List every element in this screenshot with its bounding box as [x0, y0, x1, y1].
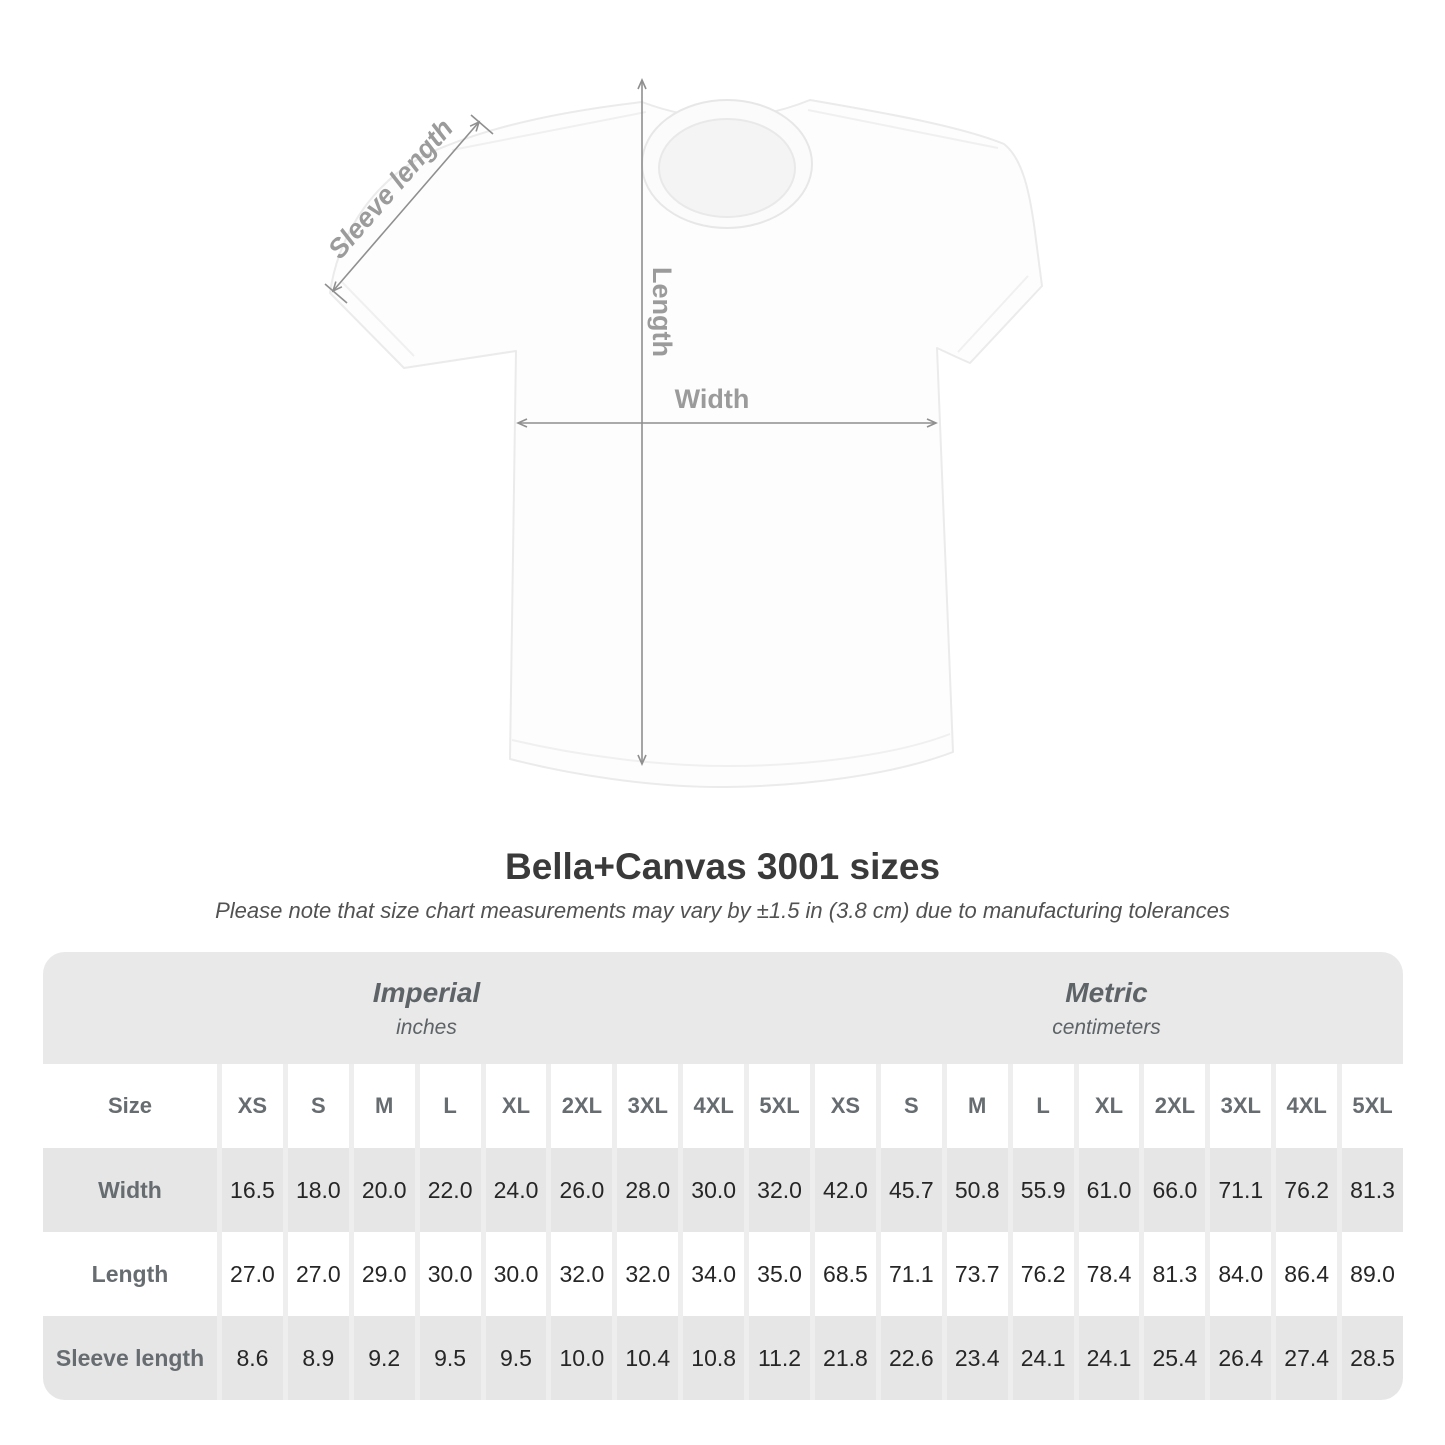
table-cell: 45.7 [876, 1148, 942, 1232]
table-cell: 24.1 [1008, 1316, 1074, 1400]
table-cell: 24.1 [1074, 1316, 1140, 1400]
size-header-metric-2xl: 2XL [1139, 1064, 1205, 1148]
table-cell: 26.0 [546, 1148, 612, 1232]
tshirt-measurement-diagram [280, 60, 1060, 800]
table-cell: 61.0 [1074, 1148, 1140, 1232]
size-header-imperial-5xl: 5XL [744, 1064, 810, 1148]
table-cell: 8.9 [283, 1316, 349, 1400]
table-cell: 29.0 [349, 1232, 415, 1316]
row-label-width: Width [43, 1148, 217, 1232]
tshirt-image [330, 100, 1042, 787]
table-cell: 66.0 [1139, 1148, 1205, 1232]
table-cell: 42.0 [810, 1148, 876, 1232]
size-chart-table [43, 952, 1403, 1400]
table-cell: 71.1 [1205, 1148, 1271, 1232]
table-cell: 28.0 [612, 1148, 678, 1232]
size-header-metric-4xl: 4XL [1271, 1064, 1337, 1148]
metric-unit-header [810, 952, 1403, 1064]
size-header-metric-l: L [1008, 1064, 1074, 1148]
table-cell: 23.4 [942, 1316, 1008, 1400]
table-cell: 9.2 [349, 1316, 415, 1400]
table-cell: 30.0 [481, 1232, 547, 1316]
size-header-imperial-s: S [283, 1064, 349, 1148]
table-cell: 86.4 [1271, 1232, 1337, 1316]
table-cell: 27.0 [217, 1232, 283, 1316]
size-header-imperial-xs: XS [217, 1064, 283, 1148]
table-cell: 27.0 [283, 1232, 349, 1316]
imperial-unit: inches [396, 1015, 457, 1039]
size-header-imperial-xl: XL [481, 1064, 547, 1148]
size-header-imperial-l: L [415, 1064, 481, 1148]
table-cell: 20.0 [349, 1148, 415, 1232]
size-header-metric-3xl: 3XL [1205, 1064, 1271, 1148]
table-cell: 73.7 [942, 1232, 1008, 1316]
size-header-imperial-2xl: 2XL [546, 1064, 612, 1148]
table-cell: 78.4 [1074, 1232, 1140, 1316]
table-cell: 8.6 [217, 1316, 283, 1400]
table-cell: 32.0 [744, 1148, 810, 1232]
table-cell: 32.0 [612, 1232, 678, 1316]
table-cell: 35.0 [744, 1232, 810, 1316]
table-cell: 22.6 [876, 1316, 942, 1400]
table-cell: 34.0 [678, 1232, 744, 1316]
size-header-imperial-m: M [349, 1064, 415, 1148]
table-cell: 10.8 [678, 1316, 744, 1400]
table-cell: 22.0 [415, 1148, 481, 1232]
table-cell: 26.4 [1205, 1316, 1271, 1400]
row-label-sleeve-length: Sleeve length [43, 1316, 217, 1400]
page-title: Bella+Canvas 3001 sizes [504, 846, 941, 887]
size-header-metric-xs: XS [810, 1064, 876, 1148]
row-label-length: Length [43, 1232, 217, 1316]
table-cell: 50.8 [942, 1148, 1008, 1232]
sleeve-arrow-top-tick [471, 115, 493, 134]
table-cell: 81.3 [1337, 1148, 1403, 1232]
size-header-metric-xl: XL [1074, 1064, 1140, 1148]
table-cell: 9.5 [481, 1316, 547, 1400]
table-cell: 21.8 [810, 1316, 876, 1400]
table-cell: 55.9 [1008, 1148, 1074, 1232]
table-cell: 25.4 [1139, 1316, 1205, 1400]
table-cell: 32.0 [546, 1232, 612, 1316]
table-cell: 10.0 [546, 1316, 612, 1400]
size-header-metric-5xl: 5XL [1337, 1064, 1403, 1148]
size-header-imperial-4xl: 4XL [678, 1064, 744, 1148]
neck-opening [659, 119, 795, 217]
table-cell: 30.0 [678, 1148, 744, 1232]
width-label: Width [674, 384, 750, 414]
table-cell: 30.0 [415, 1232, 481, 1316]
table-cell: 28.5 [1337, 1316, 1403, 1400]
table-cell: 76.2 [1008, 1232, 1074, 1316]
table-cell: 9.5 [415, 1316, 481, 1400]
table-cell: 27.4 [1271, 1316, 1337, 1400]
table-cell: 11.2 [744, 1316, 810, 1400]
size-header-metric-m: M [942, 1064, 1008, 1148]
table-cell: 76.2 [1271, 1148, 1337, 1232]
table-cell: 10.4 [612, 1316, 678, 1400]
table-cell: 68.5 [810, 1232, 876, 1316]
table-cell: 71.1 [876, 1232, 942, 1316]
sleeve-length-label: Sleeve length [322, 113, 460, 265]
table-cell: 89.0 [1337, 1232, 1403, 1316]
size-header-imperial-3xl: 3XL [612, 1064, 678, 1148]
table-cell: 84.0 [1205, 1232, 1271, 1316]
metric-title: Metric [1065, 976, 1148, 1008]
table-cell: 24.0 [481, 1148, 547, 1232]
imperial-unit-header [43, 952, 810, 1064]
tolerance-note: Please note that size chart measurements may vary by ±1.5 in (3.8 cm) due to manufacturing tolerances [215, 898, 1230, 923]
table-cell: 16.5 [217, 1148, 283, 1232]
size-column-header: Size [43, 1064, 217, 1148]
length-label: Length [646, 267, 677, 357]
table-cell: 81.3 [1139, 1232, 1205, 1316]
imperial-title: Imperial [372, 976, 481, 1008]
metric-unit: centimeters [1052, 1015, 1161, 1039]
size-header-metric-s: S [876, 1064, 942, 1148]
table-cell: 18.0 [283, 1148, 349, 1232]
